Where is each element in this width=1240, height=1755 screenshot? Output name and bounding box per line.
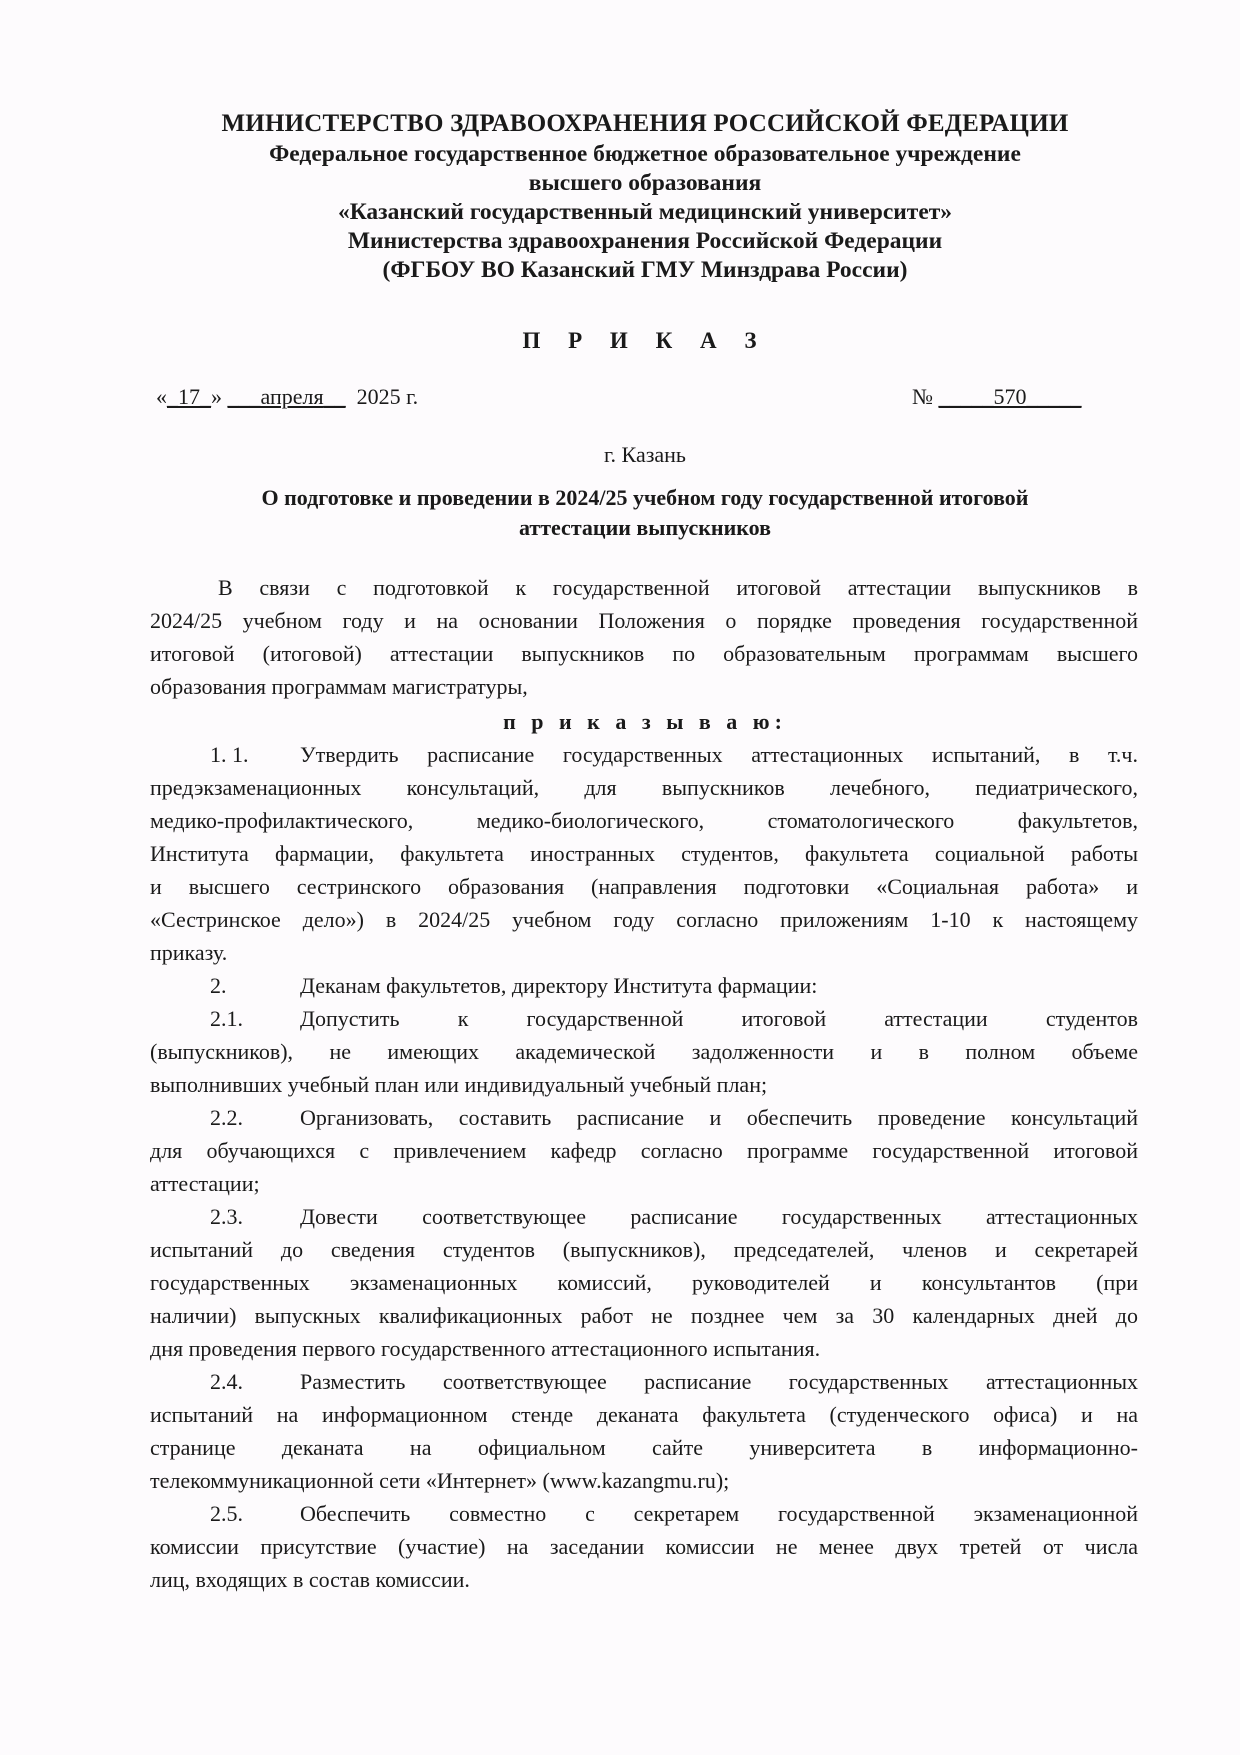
order-title-line-1: О подготовке и проведении в 2024/25 учебном году государственной итоговой xyxy=(261,485,1029,510)
item-line: государственных экзаменационных комиссий, руководителей и консультантов (при xyxy=(150,1270,1138,1295)
document-type: П Р И К А З xyxy=(522,328,768,353)
item-number: 2.4. xyxy=(210,1369,243,1394)
preamble-line: образования программам магистратуры, xyxy=(150,674,528,699)
number-sign: № xyxy=(912,384,933,409)
date-year: 2025 г. xyxy=(356,384,419,409)
item-line: наличии) выпускных квалификационных работ не позднее чем за 30 календарных дней до xyxy=(150,1303,1138,1328)
institution-line-2: высшего образования xyxy=(528,170,762,196)
item-line: телекоммуникационной сети «Интернет» (www.kazangmu.ru); xyxy=(150,1468,730,1493)
item-line: и высшего сестринского образования (направления подготовки «Социальная работа» и xyxy=(150,874,1138,899)
item-line: Довести соответствующее расписание государственных аттестационных xyxy=(300,1204,1138,1229)
preamble-line: 2024/25 учебном году и на основании Положения о порядке проведения государственной xyxy=(150,608,1138,633)
item-number: 2.5. xyxy=(210,1501,243,1526)
city: г. Казань xyxy=(604,442,686,467)
institution-line-4: Министерства здравоохранения Российской Федерации xyxy=(347,228,943,254)
item-line: дня проведения первого государственного аттестационного испытания. xyxy=(150,1336,821,1361)
order-title-line-2: аттестации выпускников xyxy=(518,515,771,540)
item-line: Организовать, составить расписание и обеспечить проведение консультаций xyxy=(300,1105,1138,1130)
item-number: 1. 1. xyxy=(210,742,249,767)
order-date xyxy=(156,384,418,410)
date-day: _17_ xyxy=(167,384,211,409)
institution-line-1: Федеральное государственное бюджетное образовательное учреждение xyxy=(269,141,1021,167)
number-value: _____570_____ xyxy=(938,384,1082,409)
item-line: «Сестринское дело») в 2024/25 учебном году согласно приложениям 1-10 к настоящему xyxy=(150,907,1138,932)
item-line: для обучающихся с привлечением кафедр согласно программе государственной итоговой xyxy=(150,1138,1138,1163)
item-line: лиц, входящих в состав комиссии. xyxy=(150,1567,470,1592)
order-directive: п р и к а з ы в а ю: xyxy=(503,709,787,734)
item-line: испытаний до сведения студентов (выпускников), председателей, членов и секретарей xyxy=(150,1237,1138,1262)
item-line: Допустить к государственной итоговой аттестации студентов xyxy=(300,1006,1138,1031)
ministry-title: МИНИСТЕРСТВО ЗДРАВООХРАНЕНИЯ РОССИЙСКОЙ ФЕДЕРАЦИИ xyxy=(221,110,1069,137)
order-number xyxy=(912,384,1082,410)
item-line: Деканам факультетов, директору Института фармации: xyxy=(300,973,818,998)
date-open-quote: « xyxy=(156,384,167,409)
item-line: (выпускников), не имеющих академической задолженности и в полном объеме xyxy=(150,1039,1138,1064)
date-month: ___апреля__ xyxy=(227,384,346,409)
item-number: 2. xyxy=(210,973,227,998)
date-close-quote: » xyxy=(211,384,222,409)
item-line: странице деканата на официальном сайте университета в информационно- xyxy=(150,1435,1138,1460)
item-number: 2.1. xyxy=(210,1006,243,1031)
item-line: Утвердить расписание государственных аттестационных испытаний, в т.ч. xyxy=(300,742,1138,767)
item-line: Разместить соответствующее расписание государственных аттестационных xyxy=(300,1369,1138,1394)
item-line: предэкзаменационных консультаций, для выпускников лечебного, педиатрического, xyxy=(150,775,1138,800)
item-line: аттестации; xyxy=(150,1171,260,1196)
item-line: выполнивших учебный план или индивидуальный учебный план; xyxy=(150,1072,768,1097)
item-line: комиссии присутствие (участие) на заседании комиссии не менее двух третей от числа xyxy=(150,1534,1138,1559)
item-number: 2.3. xyxy=(210,1204,243,1229)
item-line: медико-профилактического, медико-биологического, стоматологического факультетов, xyxy=(150,808,1138,833)
item-line: испытаний на информационном стенде деканата факультета (студенческого офиса) и на xyxy=(150,1402,1138,1427)
item-number: 2.2. xyxy=(210,1105,243,1130)
institution-abbreviation: (ФГБОУ ВО Казанский ГМУ Минздрава России) xyxy=(382,257,908,283)
preamble-line: итоговой (итоговой) аттестации выпускников по образовательным программам высшего xyxy=(150,641,1138,666)
preamble-line: В связи с подготовкой к государственной итоговой аттестации выпускников в xyxy=(218,575,1138,600)
item-line: Института фармации, факультета иностранных студентов, факультета социальной работы xyxy=(150,841,1138,866)
university-name: «Казанский государственный медицинский университет» xyxy=(337,199,953,225)
item-line: Обеспечить совместно с секретарем государственной экзаменационной xyxy=(300,1501,1138,1526)
item-line: приказу. xyxy=(150,940,228,965)
